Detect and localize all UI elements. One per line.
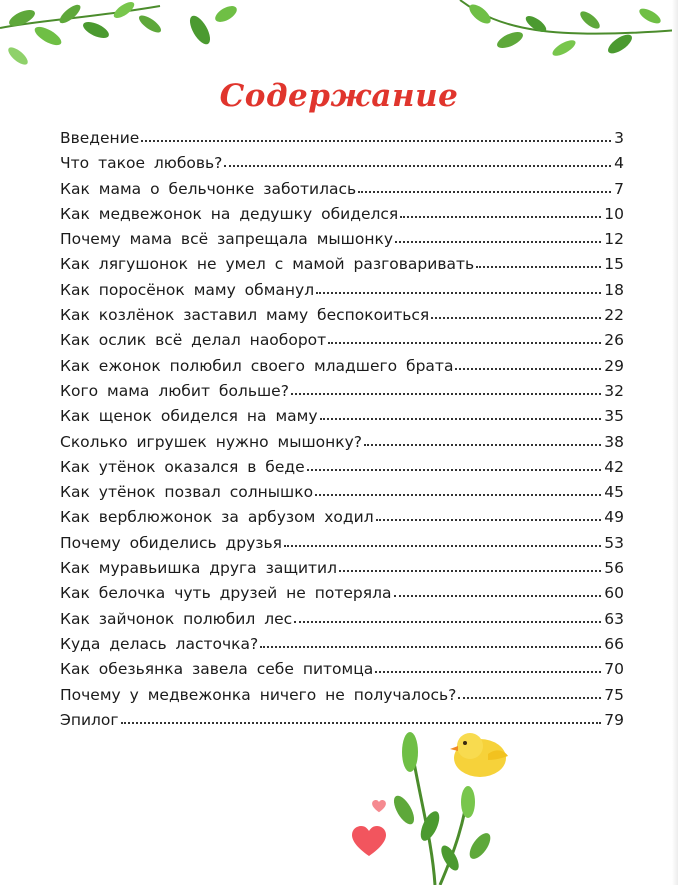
toc-entry-page: 26 — [604, 331, 624, 350]
toc-entry — [60, 455, 624, 480]
toc-leader-dots — [307, 468, 602, 471]
toc-entry-page: 60 — [604, 584, 624, 603]
toc-entry — [60, 202, 624, 227]
toc-entry-title: Введение — [60, 129, 140, 147]
toc-entry-title: Как мама о бельчонке заботилась — [60, 179, 357, 198]
toc-entry-title: Почему обиделись друзья — [60, 533, 282, 552]
toc-entry-page: 42 — [604, 457, 624, 476]
toc-entry — [60, 480, 624, 505]
page-edge — [672, 0, 678, 885]
toc-entry — [60, 252, 624, 277]
toc-leader-dots — [316, 291, 601, 294]
toc-leader-dots — [375, 670, 601, 673]
toc-entry-title: Как зайчонок полюбил лес — [60, 609, 293, 628]
toc-leader-dots — [320, 417, 602, 420]
toc-leader-dots — [376, 518, 602, 521]
toc-entry-title: Как лягушонок не умел с мамой разговаривать — [60, 255, 475, 274]
toc-leader-dots — [364, 443, 601, 446]
toc-leader-dots — [260, 645, 601, 648]
toc-entry-title: Как верблюжонок за арбузом ходил — [60, 508, 374, 527]
toc-entry — [60, 303, 624, 328]
toc-entry-page: 32 — [604, 381, 624, 400]
toc-entry-page: 3 — [614, 129, 624, 147]
toc-entry-title: Как обезьянка завела себе питомца — [60, 660, 374, 679]
toc-entry-page: 35 — [604, 407, 624, 426]
table-of-contents — [60, 126, 624, 733]
toc-leader-dots — [431, 316, 601, 319]
toc-entry-page: 53 — [604, 533, 624, 552]
toc-entry — [60, 505, 624, 530]
toc-entry-page: 18 — [604, 280, 624, 299]
toc-entry — [60, 657, 624, 682]
leaf-vine-top-right-icon — [440, 0, 678, 80]
leaf-vine-top-left-icon — [0, 0, 250, 80]
toc-entry-page: 12 — [604, 230, 624, 249]
toc-entry-page: 49 — [604, 508, 624, 527]
toc-entry-title: Сколько игрушек нужно мышонку? — [60, 432, 363, 451]
toc-entry — [60, 404, 624, 429]
toc-entry-page: 79 — [604, 710, 624, 729]
toc-entry — [60, 632, 624, 657]
toc-entry — [60, 708, 624, 733]
toc-entry — [60, 683, 624, 708]
toc-entry-page: 70 — [604, 660, 624, 679]
toc-entry-page: 45 — [604, 483, 624, 502]
toc-entry-page: 10 — [604, 204, 624, 223]
toc-entry — [60, 354, 624, 379]
small-heart-icon — [372, 800, 386, 813]
toc-entry-page: 63 — [604, 609, 624, 628]
toc-entry-page: 15 — [604, 255, 624, 274]
toc-entry-title: Что такое любовь? — [60, 154, 223, 173]
toc-entry-title: Эпилог — [60, 710, 119, 729]
toc-entry — [60, 151, 624, 176]
toc-entry-title: Как белочка чуть друзей не потеряла — [60, 584, 392, 603]
toc-entry-title: Кого мама любит больше? — [60, 381, 289, 400]
toc-entry-title: Как ослик всё делал наоборот — [60, 331, 327, 350]
toc-leader-dots — [294, 620, 601, 623]
toc-entry-page: 7 — [614, 179, 624, 198]
toc-entry — [60, 126, 624, 151]
toc-entry — [60, 278, 624, 303]
toc-entry — [60, 581, 624, 606]
toc-leader-dots — [141, 139, 611, 142]
toc-entry — [60, 227, 624, 252]
toc-entry-title: Как муравьишка друга защитил — [60, 559, 338, 578]
toc-leader-dots — [476, 265, 601, 268]
toc-leader-dots — [400, 215, 601, 218]
toc-entry-title: Почему мама всё запрещала мышонку — [60, 230, 394, 249]
toc-entry-page: 22 — [604, 306, 624, 325]
toc-entry — [60, 556, 624, 581]
toc-entry-title: Как козлёнок заставил маму беспокоиться — [60, 306, 430, 325]
toc-entry-title: Почему у медвежонка ничего не получалось? — [60, 685, 457, 704]
toc-leader-dots — [224, 164, 611, 167]
toc-entry-title: Как щенок обиделся на маму — [60, 407, 318, 426]
toc-leader-dots — [121, 721, 602, 724]
toc-entry-title: Как утёнок оказался в беде — [60, 457, 305, 476]
toc-entry — [60, 531, 624, 556]
toc-leader-dots — [358, 190, 611, 193]
toc-entry-page: 56 — [604, 559, 624, 578]
toc-leader-dots — [394, 594, 602, 597]
toc-entry-title: Как ежонок полюбил своего младшего брата — [60, 356, 454, 375]
toc-entry-title: Куда делась ласточка? — [60, 634, 259, 653]
toc-leader-dots — [395, 240, 601, 243]
toc-entry-title: Как утёнок позвал солнышко — [60, 483, 314, 502]
toc-entry — [60, 328, 624, 353]
toc-leader-dots — [339, 569, 601, 572]
toc-leader-dots — [284, 544, 601, 547]
toc-entry-page: 66 — [604, 634, 624, 653]
toc-entry-page: 38 — [604, 432, 624, 451]
toc-leader-dots — [315, 493, 601, 496]
toc-entry-page: 29 — [604, 356, 624, 375]
toc-leader-dots — [291, 392, 601, 395]
toc-leader-dots — [455, 367, 601, 370]
toc-entry — [60, 177, 624, 202]
toc-entry — [60, 430, 624, 455]
toc-entry-title: Как медвежонок на дедушку обиделся — [60, 204, 399, 223]
heart-icon — [352, 826, 386, 858]
page-title: Содержание — [219, 78, 459, 114]
toc-entry — [60, 379, 624, 404]
toc-entry-title: Как поросёнок маму обманул — [60, 280, 315, 299]
toc-leader-dots — [458, 696, 601, 699]
chick-icon — [448, 728, 512, 780]
toc-leader-dots — [328, 341, 601, 344]
toc-entry — [60, 607, 624, 632]
toc-entry-page: 75 — [604, 685, 624, 704]
toc-entry-page: 4 — [614, 154, 624, 173]
